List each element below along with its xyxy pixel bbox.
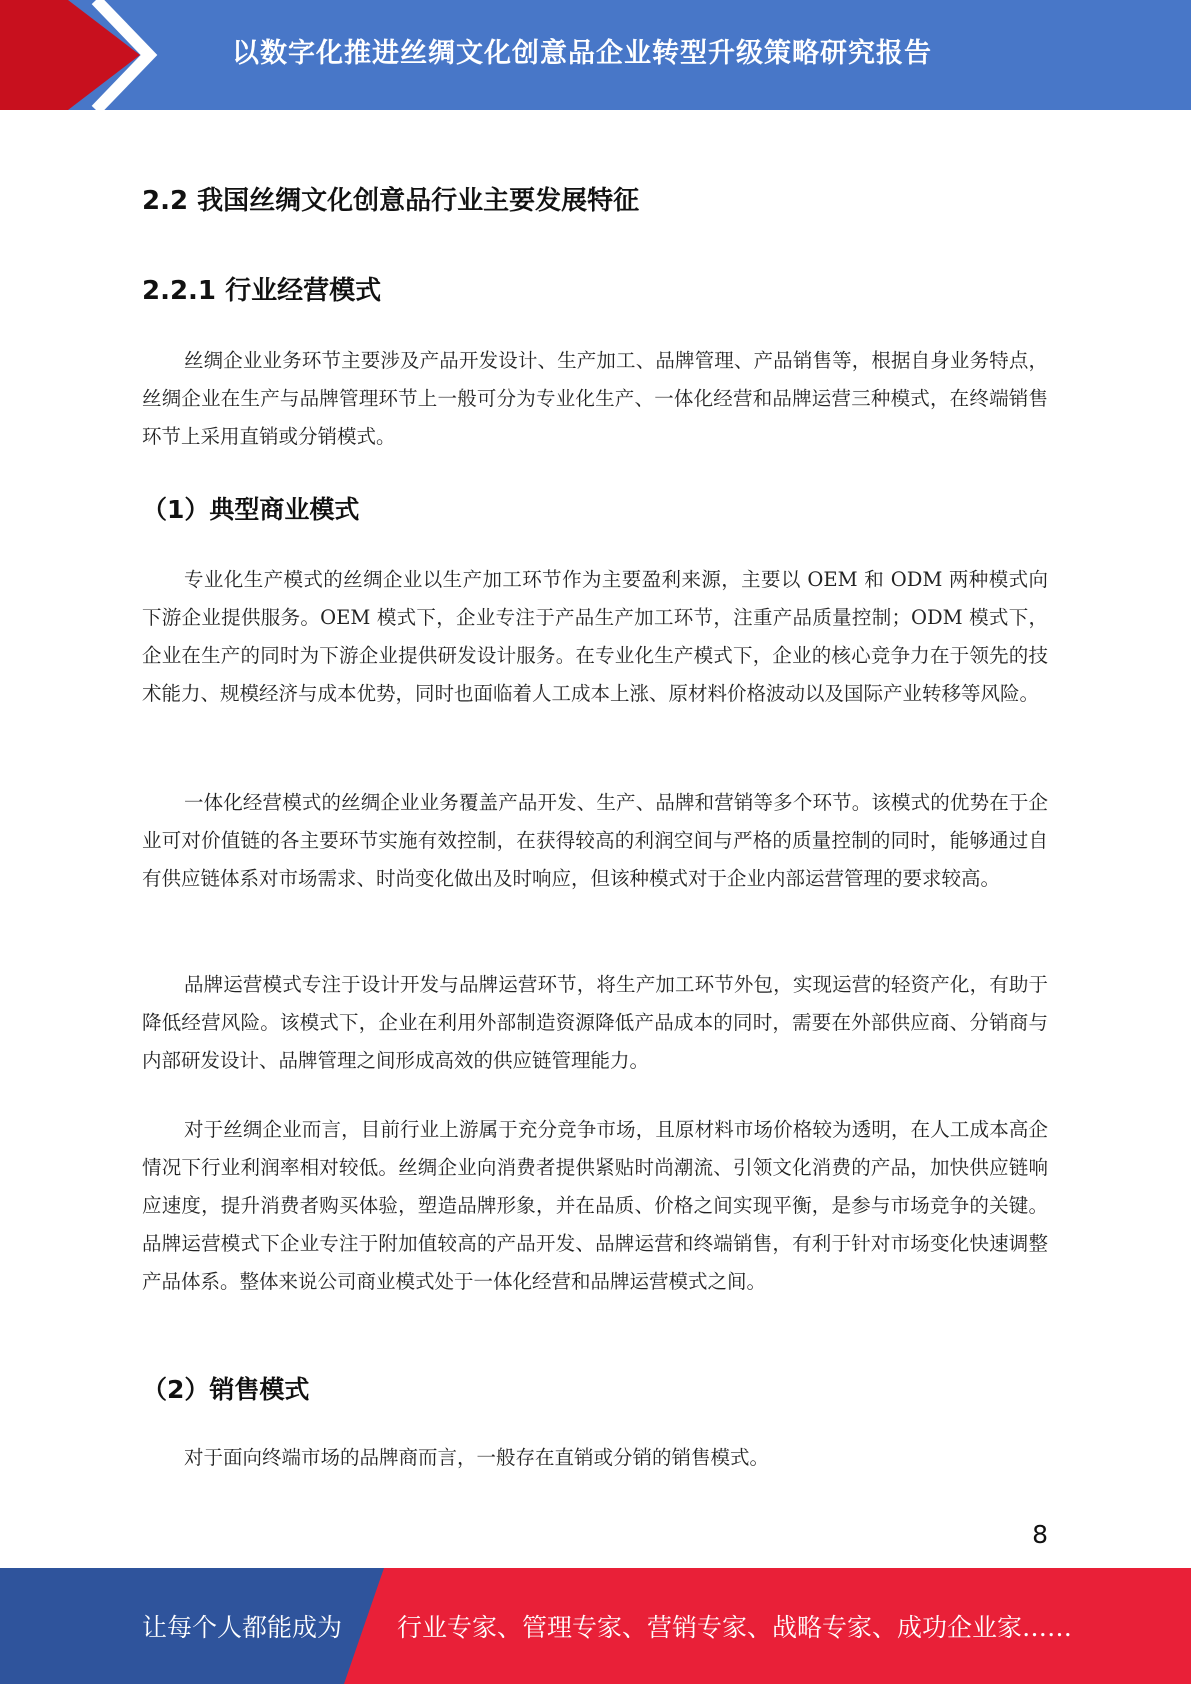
footer-slogan-left: 让每个人都能成为 — [142, 1613, 343, 1642]
section-heading: 2.2 我国丝绸文化创意品行业主要发展特征 — [142, 186, 640, 216]
paragraph: 对于丝绸企业而言，目前行业上游属于充分竞争市场，且原材料市场价格较为透明，在人工成本高企情况下行业利润率相对较低。丝绸企业向消费者提供紧贴时尚潮流、引领文化消费的产品，加快供应链响应速度，提升消费者购买体验，塑造品牌形象，并在品质、价格之间实现平衡，是参与市场竞争的关键。品牌运营模式下企业专注于附加值较高的产品开发、品牌运营和终端销售，有利于针对市场变化快速调整产品体系。整体来说公司商业模式处于一体化经营和品牌运营模式之间。 — [142, 1118, 1048, 1293]
page-header-banner — [0, 0, 1191, 110]
paragraph: 对于面向终端市场的品牌商而言，一般存在直销或分销的销售模式。 — [184, 1446, 770, 1469]
subsection-heading: 2.2.1 行业经营模式 — [142, 276, 382, 306]
page-footer-banner — [0, 1568, 1191, 1684]
intro-paragraph: 丝绸企业业务环节主要涉及产品开发设计、生产加工、品牌管理、产品销售等，根据自身业务特点，丝绸企业在生产与品牌管理环节上一般可分为专业化生产、一体化经营和品牌运营三种模式，在终端销售环节上采用直销或分销模式。 — [142, 349, 1048, 448]
paragraph: 专业化生产模式的丝绸企业以生产加工环节作为主要盈利来源，主要以 OEM 和 ODM 两种模式向下游企业提供服务。OEM 模式下，企业专注于产品生产加工环节，注重产品质量控制；ODM 模式下，企业在生产的同时为下游企业提供研发设计服务。在专业化生产模式下，企业的核心竞争力在于领先的技术能力、规模经济与成本优势，同时也面临着人工成本上涨、原材料价格波动以及国际产业转移等风险。 — [142, 568, 1048, 705]
paragraph: 品牌运营模式专注于设计开发与品牌运营环节，将生产加工环节外包，实现运营的轻资产化，有助于降低经营风险。该模式下，企业在利用外部制造资源降低产品成本的同时，需要在外部供应商、分销商与内部研发设计、品牌管理之间形成高效的供应链管理能力。 — [142, 973, 1048, 1072]
part1-heading: （1）典型商业模式 — [142, 495, 360, 524]
page-number: 8 — [1032, 1520, 1048, 1549]
part2-heading: （2）销售模式 — [142, 1375, 310, 1404]
footer-slogan-right: 行业专家、管理专家、营销专家、战略专家、成功企业家…… — [397, 1613, 1073, 1642]
report-title: 以数字化推进丝绸文化创意品企业转型升级策略研究报告 — [232, 38, 932, 69]
paragraph: 一体化经营模式的丝绸企业业务覆盖产品开发、生产、品牌和营销等多个环节。该模式的优势在于企业可对价值链的各主要环节实施有效控制，在获得较高的利润空间与严格的质量控制的同时，能够通过自有供应链体系对市场需求、时尚变化做出及时响应，但该种模式对于企业内部运营管理的要求较高。 — [142, 791, 1048, 890]
